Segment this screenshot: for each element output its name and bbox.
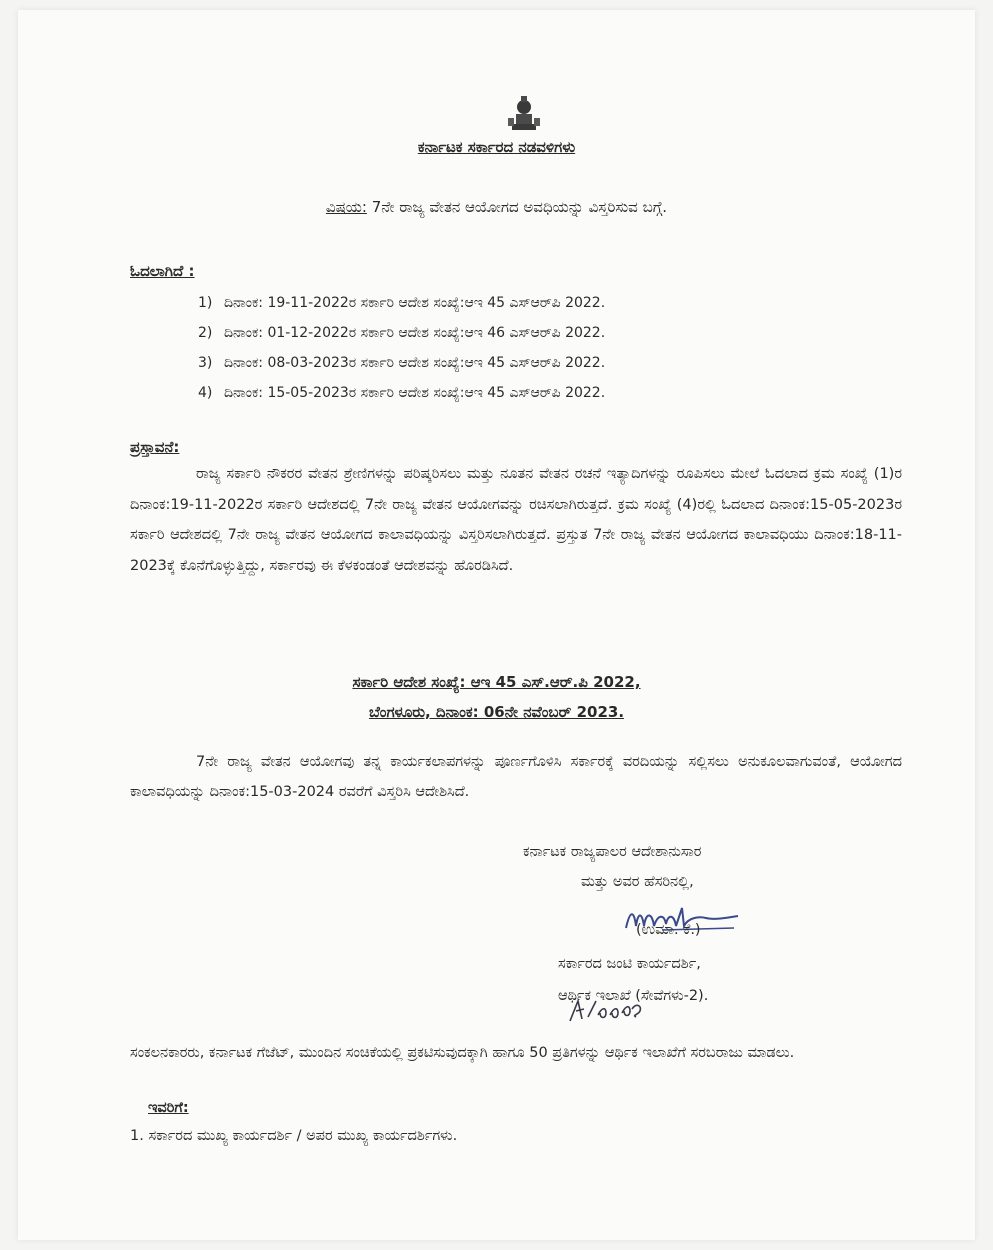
preamble-label: ಪ್ರಸ್ತಾವನೆ:	[130, 438, 180, 456]
reference-list	[198, 290, 605, 410]
read-label: ಓದಲಾಗಿದೆ :	[130, 262, 195, 280]
reference-item: 3) ದಿನಾಂಕ: 08-03-2023ರ ಸರ್ಕಾರಿ ಆದೇಶ ಸಂಖ್ಯೆ:ಆಇ 45 ಎಸ್‌ಆರ್‌ಪಿ 2022.	[198, 355, 606, 371]
reference-item: 1) ದಿನಾಂಕ: 19-11-2022ರ ಸರ್ಕಾರಿ ಆದೇಶ ಸಂಖ್ಯೆ:ಆಇ 45 ಎಸ್‌ಆರ್‌ಪಿ 2022.	[198, 295, 606, 311]
gazette-paragraph: ಸಂಕಲನಕಾರರು, ಕರ್ನಾಟಕ ಗೆಜೆಟ್, ಮುಂದಿನ ಸಂಚಿಕೆಯಲ್ಲಿ ಪ್ರಕಟಿಸುವುದಕ್ಕಾಗಿ ಹಾಗೂ 50 ಪ್ರತಿಗಳನ್ನು ಆರ್ಥಿಕ ಇಲಾಖೆಗೆ ಸರಬರಾಜು ಮಾಡಲು.	[130, 1045, 795, 1061]
by-order-block: ಕರ್ನಾಟಕ ರಾಜ್ಯಪಾಲರ ಆದೇಶಾನುಸಾರ ಮತ್ತು ಅವರ ಹೆಸರಿನಲ್ಲಿ,	[523, 844, 702, 890]
preamble-paragraph: ರಾಜ್ಯ ಸರ್ಕಾರಿ ನೌಕರರ ವೇತನ ಶ್ರೇಣಿಗಳನ್ನು ಪರಿಷ್ಕರಿಸಲು ಮತ್ತು ನೂತನ ವೇತನ ರಚನೆ ಇತ್ಯಾದಿಗಳನ್ನು ರೂಪಿಸಲು ಮೇಲೆ ಓದಲಾದ ಕ್ರಮ ಸಂಖ್ಯೆ (1)ರ ದಿನಾಂಕ:19-11-2022ರ ಸರ್ಕಾರಿ ಆದೇಶದಲ್ಲಿ 7ನೇ ರಾಜ್ಯ ವೇತನ ಆಯೋಗವನ್ನು ರಚಿಸಲಾಗಿರುತ್ತದೆ. ಕ್ರಮ ಸಂಖ್ಯೆ (4)ರಲ್ಲಿ ಓದಲಾದ ದಿನಾಂಕ:15-05-2023ರ ಸರ್ಕಾರಿ ಆದೇಶದಲ್ಲಿ 7ನೇ ರಾಜ್ಯ ವೇತನ ಆಯೋಗದ ಕಾಲಾವಧಿಯನ್ನು ವಿಸ್ತರಿಸಲಾಗಿರುತ್ತದೆ. ಪ್ರಸ್ತುತ 7ನೇ ರಾಜ್ಯ ವೇತನ ಆಯೋಗದ ಕಾಲಾವಧಿಯು ದಿನಾಂಕ:18-11-2023ಕ್ಕೆ ಕೊನೆಗೊಳ್ಳುತ್ತಿದ್ದು, ಸರ್ಕಾರವು ಈ ಕೆಳಕಂಡಂತೆ ಆದೇಶವನ್ನು ಹೊರಡಿಸಿದೆ.	[130, 466, 902, 574]
document-page	[18, 10, 975, 1240]
order-place-date: ಬೆಂಗಳೂರು, ದಿನಾಂಕ: 06ನೇ ನವೆಂಬರ್ 2023.	[368, 703, 625, 721]
signatory-name: (ಉಮಾ. ಕೆ.)	[636, 922, 701, 938]
reference-item: 4) ದಿನಾಂಕ: 15-05-2023ರ ಸರ್ಕಾರಿ ಆದೇಶ ಸಂಖ್ಯೆ:ಆಇ 45 ಎಸ್‌ಆರ್‌ಪಿ 2022.	[198, 385, 606, 401]
order-paragraph: 7ನೇ ರಾಜ್ಯ ವೇತನ ಆಯೋಗವು ತನ್ನ ಕಾರ್ಯಕಲಾಪಗಳನ್ನು ಪೂರ್ಣಗೊಳಿಸಿ ಸರ್ಕಾರಕ್ಕೆ ವರದಿಯನ್ನು ಸಲ್ಲಿಸಲು ಅನುಕೂಲವಾಗುವಂತೆ, ಆಯೋಗದ ಕಾಲಾವಧಿಯನ್ನು ದಿನಾಂಕ:15-03-2024 ರವರೆಗೆ ವಿಸ್ತರಿಸಿ ಆದೇಶಿಸಿದೆ.	[130, 754, 902, 800]
karnataka-emblem-icon	[504, 94, 544, 134]
to-label: ಇವರಿಗೆ:	[148, 1100, 189, 1116]
order-number-block	[18, 667, 975, 727]
subject-label: ವಿಷಯ:	[325, 198, 367, 216]
document-heading: ಕರ್ನಾಟಕ ಸರ್ಕಾರದ ನಡವಳಿಗಳು	[417, 138, 576, 156]
order-number: ಸರ್ಕಾರಿ ಆದೇಶ ಸಂಖ್ಯೆ: ಆಇ 45 ಎಸ್.ಆರ್.ಪಿ 2022,	[352, 673, 641, 691]
reference-item: 2) ದಿನಾಂಕ: 01-12-2022ರ ಸರ್ಕಾರಿ ಆದೇಶ ಸಂಖ್ಯೆ:ಆಇ 46 ಎಸ್‌ಆರ್‌ಪಿ 2022.	[198, 325, 606, 341]
recipient-item: 1. ಸರ್ಕಾರದ ಮುಖ್ಯ ಕಾರ್ಯದರ್ಶಿ / ಅಪರ ಮುಖ್ಯ ಕಾರ್ಯದರ್ಶಿಗಳು.	[130, 1128, 458, 1144]
subject-text: 7ನೇ ರಾಜ್ಯ ವೇತನ ಆಯೋಗದ ಅವಧಿಯನ್ನು ವಿಸ್ತರಿಸುವ ಬಗ್ಗೆ.	[366, 198, 668, 216]
signatory-department: ಆರ್ಥಿಕ ಇಲಾಖೆ (ಸೇವೆಗಳು-2).	[558, 988, 709, 1004]
handwritten-date	[566, 995, 656, 1025]
subject-line	[18, 198, 975, 216]
signatory-title: ಸರ್ಕಾರದ ಜಂಟಿ ಕಾರ್ಯದರ್ಶಿ,	[558, 956, 701, 972]
